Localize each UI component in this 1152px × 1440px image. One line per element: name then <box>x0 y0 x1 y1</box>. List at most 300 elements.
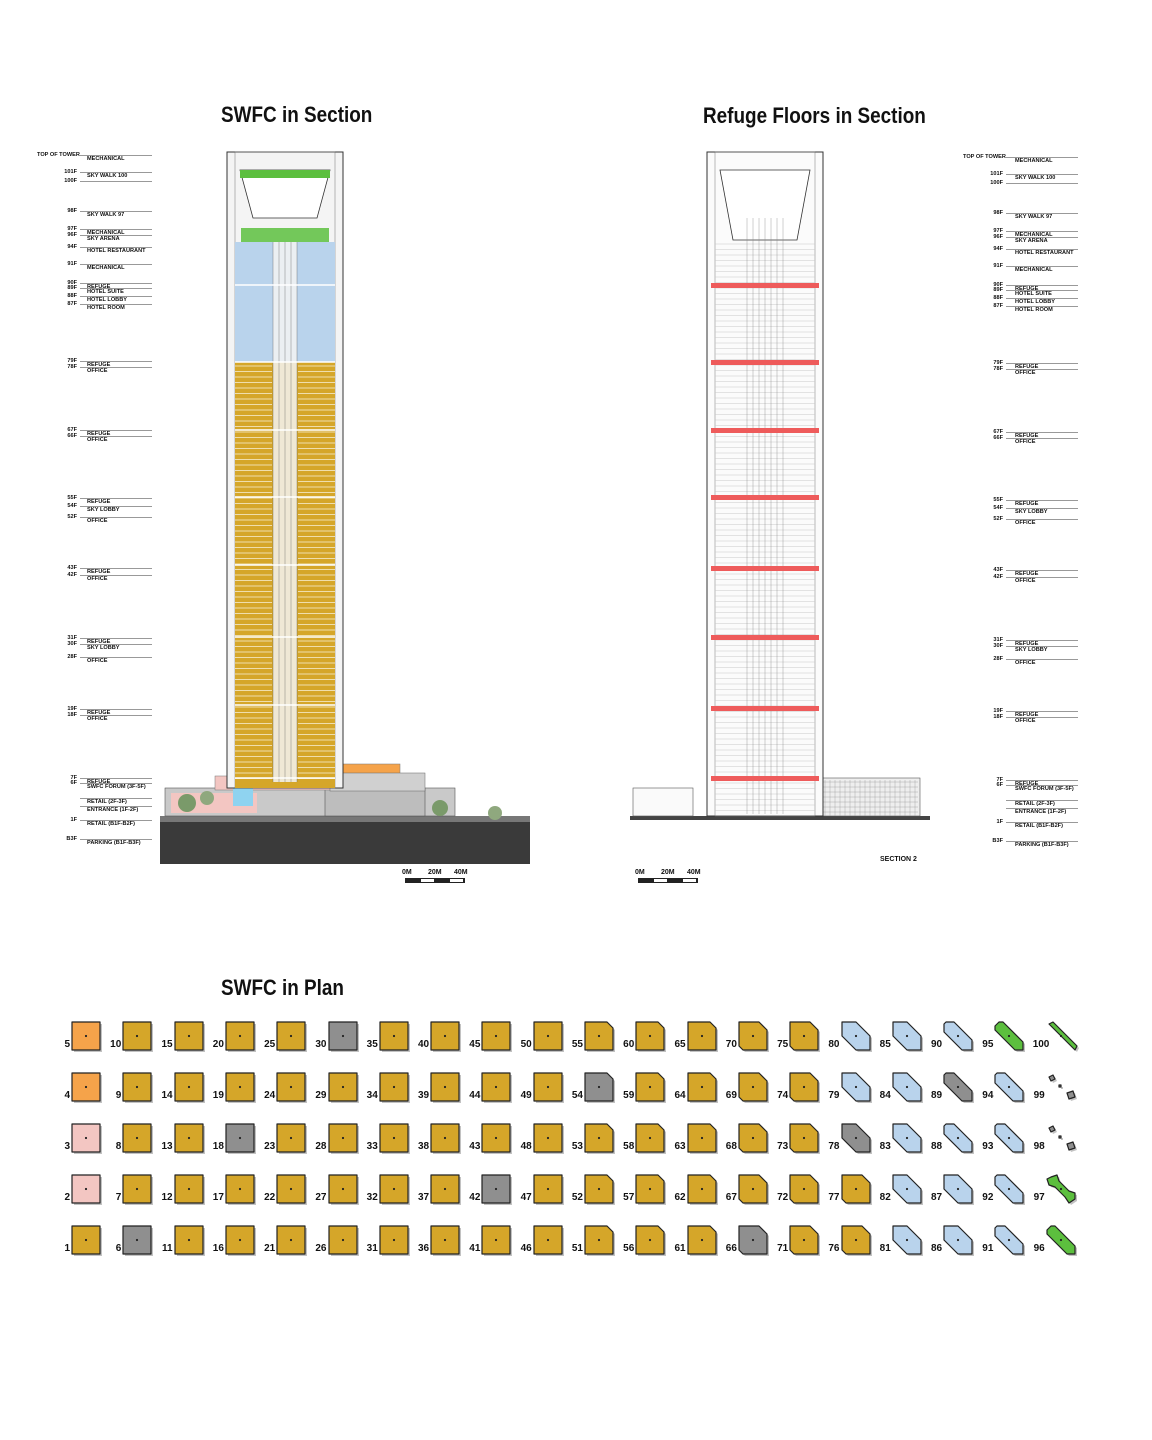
floor-function: HOTEL ROOM <box>1015 307 1053 313</box>
floor-plan-number: 90 <box>930 1039 943 1050</box>
floor-plan-28 <box>315 1120 365 1162</box>
floor-plan-shape <box>891 1173 925 1207</box>
floor-plan-number: 88 <box>930 1141 943 1152</box>
floor-line <box>1006 285 1078 286</box>
floor-plan-shape <box>993 1224 1027 1258</box>
floor-line <box>1006 369 1078 370</box>
floor-plan-12 <box>161 1171 211 1213</box>
floor-function: SWFC FORUM (3F-5F) <box>1015 786 1074 792</box>
floor-plan-shape <box>121 1224 155 1258</box>
floor-number: 100F <box>990 180 1003 186</box>
floor-plan-shape <box>327 1071 361 1105</box>
floor-plan-number: 49 <box>520 1090 532 1101</box>
floor-plan-98 <box>1033 1120 1083 1162</box>
floor-plan-number: 27 <box>315 1192 327 1203</box>
floor-plan-shape <box>532 1173 566 1207</box>
floor-number: 31F <box>67 635 77 641</box>
floor-function: SWFC FORUM (3F-5F) <box>87 784 146 790</box>
floor-plan-91 <box>981 1222 1031 1264</box>
floor-plan-shape <box>532 1122 566 1156</box>
floor-function: ENTRANCE (1F-2F) <box>87 807 139 813</box>
floor-plan-90 <box>930 1018 980 1060</box>
floor-number: 42F <box>993 574 1003 580</box>
floor-plan-number: 55 <box>571 1039 583 1050</box>
floor-line <box>1006 800 1078 801</box>
floor-plan-shape <box>224 1020 258 1054</box>
floor-plan-number: 31 <box>366 1243 378 1254</box>
scale-20: 20M <box>428 869 442 876</box>
floor-plan-68 <box>725 1120 775 1162</box>
floor-plan-shape <box>275 1071 309 1105</box>
floor-plan-67 <box>725 1171 775 1213</box>
floor-plan-shape <box>583 1122 617 1156</box>
floor-number: 67F <box>67 427 77 433</box>
scale-40: 40M <box>687 869 701 876</box>
floor-line <box>80 506 152 507</box>
floor-number: 18F <box>993 714 1003 720</box>
floor-line <box>80 172 152 173</box>
floor-plan-27 <box>315 1171 365 1213</box>
floor-plan-number: 17 <box>212 1192 224 1203</box>
floor-line <box>1006 213 1078 214</box>
floor-plan-45 <box>468 1018 518 1060</box>
floor-plan-number: 10 <box>110 1039 122 1050</box>
floor-plan-number: 16 <box>212 1243 224 1254</box>
floor-line <box>1006 711 1078 712</box>
floor-function: OFFICE <box>1015 578 1036 584</box>
floor-plan-7 <box>109 1171 159 1213</box>
floor-plan-shape <box>1045 1020 1079 1054</box>
floor-number: 89F <box>67 285 77 291</box>
floor-function: MECHANICAL <box>1015 267 1053 273</box>
floor-line <box>80 288 152 289</box>
floor-plan-shape <box>993 1020 1027 1054</box>
floor-plan-number: 45 <box>469 1039 481 1050</box>
floor-plan-number: 64 <box>674 1090 686 1101</box>
refuge-title: Refuge Floors in Section <box>703 103 926 128</box>
floor-plan-21 <box>263 1222 313 1264</box>
floor-plan-66 <box>725 1222 775 1264</box>
floor-line <box>1006 717 1078 718</box>
floor-function: MECHANICAL <box>1015 232 1053 238</box>
floor-plan-shape <box>173 1020 207 1054</box>
floor-plan-4 <box>58 1069 108 1111</box>
floor-plan-10 <box>109 1018 159 1060</box>
floor-plan-number: 32 <box>366 1192 378 1203</box>
floor-plan-shape <box>173 1071 207 1105</box>
floor-plan-shape <box>788 1020 822 1054</box>
floor-plan-shape <box>840 1071 874 1105</box>
floor-plan-77 <box>828 1171 878 1213</box>
floor-plan-shape <box>429 1071 463 1105</box>
floor-plan-shape <box>686 1020 720 1054</box>
floor-plan-shape <box>70 1173 104 1207</box>
floor-plan-shape <box>121 1122 155 1156</box>
floor-plan-89 <box>930 1069 980 1111</box>
floor-function: RETAIL (B1F-B2F) <box>87 821 135 827</box>
floor-plan-99 <box>1033 1069 1083 1111</box>
floor-plan-72 <box>776 1171 826 1213</box>
floor-plan-shape <box>378 1224 412 1258</box>
floor-line <box>80 638 152 639</box>
floor-plan-shape <box>327 1122 361 1156</box>
floor-plan-shape <box>634 1020 668 1054</box>
floor-plan-shape <box>942 1020 976 1054</box>
floor-plan-11 <box>161 1222 211 1264</box>
floor-plan-15 <box>161 1018 211 1060</box>
floor-plan-18 <box>212 1120 262 1162</box>
floor-plan-number: 22 <box>264 1192 276 1203</box>
floor-plan-shape <box>634 1224 668 1258</box>
floor-plan-number: 24 <box>264 1090 276 1101</box>
floor-plan-number: 73 <box>777 1141 789 1152</box>
floor-number: 55F <box>993 497 1003 503</box>
floor-plan-number: 6 <box>115 1243 122 1254</box>
floor-plan-shape <box>480 1224 514 1258</box>
floor-plan-shape <box>532 1020 566 1054</box>
floor-number: TOP OF TOWER <box>963 154 1006 160</box>
floor-number: 54F <box>993 505 1003 511</box>
floor-plan-40 <box>417 1018 467 1060</box>
floor-plan-shape <box>275 1224 309 1258</box>
floor-number: 67F <box>993 429 1003 435</box>
floor-plan-number: 57 <box>623 1192 635 1203</box>
floor-plan-55 <box>571 1018 621 1060</box>
floor-plan-59 <box>622 1069 672 1111</box>
floor-plan-78 <box>828 1120 878 1162</box>
floor-function: SKY LOBBY <box>1015 647 1048 653</box>
floor-plan-number: 9 <box>115 1090 122 1101</box>
floor-plan-41 <box>468 1222 518 1264</box>
floor-plan-74 <box>776 1069 826 1111</box>
floor-plan-number: 87 <box>930 1192 943 1203</box>
floor-plan-9 <box>109 1069 159 1111</box>
floor-number: 42F <box>67 572 77 578</box>
floor-plan-shape <box>275 1122 309 1156</box>
floor-function: HOTEL LOBBY <box>87 297 127 303</box>
floor-plan-number: 74 <box>777 1090 789 1101</box>
floor-plan-shape <box>942 1224 976 1258</box>
floor-function: REFUGE <box>1015 501 1039 507</box>
floor-plan-shape <box>480 1071 514 1105</box>
floor-plan-6 <box>109 1222 159 1264</box>
floor-plan-number: 91 <box>982 1243 994 1254</box>
floor-line <box>80 820 152 821</box>
floor-plan-number: 92 <box>982 1192 994 1203</box>
floor-plan-shape <box>1045 1173 1079 1207</box>
floor-plan-shape <box>121 1020 155 1054</box>
floor-line <box>1006 640 1078 641</box>
floor-plan-16 <box>212 1222 262 1264</box>
floor-function: REFUGE <box>87 499 111 505</box>
floor-function: SKY WALK 100 <box>1015 175 1056 181</box>
floor-plan-shape <box>840 1173 874 1207</box>
floor-function: REFUGE <box>87 710 111 716</box>
floor-number: 94F <box>67 244 77 250</box>
floor-plan-shape <box>327 1224 361 1258</box>
floor-plan-number: 51 <box>571 1243 583 1254</box>
floor-line <box>1006 508 1078 509</box>
floor-number: 19F <box>993 708 1003 714</box>
floor-plan-85 <box>879 1018 929 1060</box>
floor-plan-87 <box>930 1171 980 1213</box>
floor-plan-shape <box>891 1122 925 1156</box>
floor-plan-number: 53 <box>571 1141 583 1152</box>
floor-plan-83 <box>879 1120 929 1162</box>
floor-line <box>1006 363 1078 364</box>
floor-plan-shape <box>173 1173 207 1207</box>
floor-plan-number: 98 <box>1033 1141 1045 1152</box>
floor-line <box>1006 646 1078 647</box>
floor-function: REFUGE <box>1015 571 1039 577</box>
floor-function: OFFICE <box>87 437 108 443</box>
floor-line <box>80 806 152 807</box>
floor-plan-number: 61 <box>674 1243 686 1254</box>
floor-number: 19F <box>67 706 77 712</box>
floor-plan-number: 83 <box>879 1141 891 1152</box>
floor-number: 101F <box>64 169 77 175</box>
floor-plan-8 <box>109 1120 159 1162</box>
floor-plan-shape <box>480 1122 514 1156</box>
floor-function: OFFICE <box>87 716 108 722</box>
floor-plan-100 <box>1033 1018 1083 1060</box>
floor-plan-60 <box>622 1018 672 1060</box>
floor-number: 79F <box>67 358 77 364</box>
floor-plan-29 <box>315 1069 365 1111</box>
floor-plan-44 <box>468 1069 518 1111</box>
floor-line <box>80 211 152 212</box>
floor-plan-shape <box>891 1020 925 1054</box>
floor-line <box>80 430 152 431</box>
floor-plan-38 <box>417 1120 467 1162</box>
floor-plan-shape <box>788 1122 822 1156</box>
floor-plan-shape <box>634 1071 668 1105</box>
floor-number: 96F <box>67 232 77 238</box>
floor-function: OFFICE <box>1015 439 1036 445</box>
floor-function: HOTEL RESTAURANT <box>1015 250 1074 256</box>
floor-function: SKY ARENA <box>1015 238 1048 244</box>
floor-plan-number: 2 <box>64 1192 70 1203</box>
floor-number: 94F <box>993 246 1003 252</box>
floor-plan-shape <box>1045 1224 1079 1258</box>
floor-plan-number: 95 <box>982 1039 994 1050</box>
floor-plan-62 <box>674 1171 724 1213</box>
floor-number: 1F <box>996 819 1003 825</box>
floor-plan-number: 62 <box>674 1192 686 1203</box>
floor-plan-76 <box>828 1222 878 1264</box>
floor-plan-number: 76 <box>828 1243 840 1254</box>
floor-plan-number: 75 <box>777 1039 789 1050</box>
floor-plan-number: 19 <box>212 1090 224 1101</box>
floor-plan-number: 71 <box>777 1243 789 1254</box>
floor-plan-shape <box>480 1173 514 1207</box>
floor-function: SKY ARENA <box>87 236 120 242</box>
floor-plan-shape <box>891 1224 925 1258</box>
floor-function: OFFICE <box>1015 660 1036 666</box>
floor-number: 18F <box>67 712 77 718</box>
floor-plan-shape <box>378 1020 412 1054</box>
floor-number: 28F <box>993 656 1003 662</box>
floor-line <box>1006 780 1078 781</box>
floor-number: 1F <box>70 817 77 823</box>
floor-plan-shape <box>686 1071 720 1105</box>
floor-line <box>80 361 152 362</box>
floor-function: OFFICE <box>1015 718 1036 724</box>
floor-plan-number: 48 <box>520 1141 532 1152</box>
floor-plan-shape <box>480 1020 514 1054</box>
floor-function: PARKING (B1F-B3F) <box>87 840 141 846</box>
floor-plan-number: 26 <box>315 1243 327 1254</box>
floor-line <box>80 283 152 284</box>
floor-number: 31F <box>993 637 1003 643</box>
floor-plan-51 <box>571 1222 621 1264</box>
floor-plan-25 <box>263 1018 313 1060</box>
floor-plan-46 <box>520 1222 570 1264</box>
floor-plan-93 <box>981 1120 1031 1162</box>
floor-number: 97F <box>67 226 77 232</box>
floor-line <box>1006 306 1078 307</box>
floor-number: 78F <box>67 364 77 370</box>
floor-plan-shape <box>788 1071 822 1105</box>
floor-plan-number: 100 <box>1032 1039 1050 1050</box>
floor-number: 97F <box>993 228 1003 234</box>
tower-section-refuge <box>625 148 945 848</box>
floor-plan-shape <box>583 1071 617 1105</box>
floor-plan-shape <box>737 1020 771 1054</box>
floor-line <box>80 367 152 368</box>
floor-plan-number: 63 <box>674 1141 686 1152</box>
floor-plan-63 <box>674 1120 724 1162</box>
floor-line <box>80 778 152 779</box>
floor-number: B3F <box>992 838 1003 844</box>
floor-plan-94 <box>981 1069 1031 1111</box>
floor-plan-number: 59 <box>623 1090 635 1101</box>
floor-line <box>80 229 152 230</box>
floor-function: MECHANICAL <box>1015 158 1053 164</box>
floor-plan-1 <box>58 1222 108 1264</box>
floor-line <box>80 517 152 518</box>
floor-plan-number: 14 <box>161 1090 173 1101</box>
floor-plan-shape <box>1045 1071 1079 1105</box>
floor-plan-shape <box>788 1224 822 1258</box>
floor-plan-number: 60 <box>623 1039 635 1050</box>
tower-section-colored <box>155 148 535 868</box>
floor-plan-number: 29 <box>315 1090 327 1101</box>
floor-number: 101F <box>990 171 1003 177</box>
scale-40: 40M <box>454 869 468 876</box>
floor-plan-14 <box>161 1069 211 1111</box>
floor-plan-grid <box>58 1018 1098 1268</box>
floor-plan-53 <box>571 1120 621 1162</box>
floor-plan-75 <box>776 1018 826 1060</box>
floor-plan-50 <box>520 1018 570 1060</box>
floor-plan-30 <box>315 1018 365 1060</box>
floor-plan-number: 13 <box>161 1141 173 1152</box>
floor-plan-shape <box>788 1173 822 1207</box>
floor-plan-35 <box>366 1018 416 1060</box>
floor-plan-shape <box>737 1224 771 1258</box>
floor-plan-5 <box>58 1018 108 1060</box>
floor-number: 43F <box>993 567 1003 573</box>
floor-function: REFUGE <box>87 431 111 437</box>
floor-plan-shape <box>942 1071 976 1105</box>
floor-plan-shape <box>173 1224 207 1258</box>
floor-plan-number: 21 <box>264 1243 276 1254</box>
floor-line <box>1006 438 1078 439</box>
floor-function: MECHANICAL <box>87 265 125 271</box>
floor-line <box>1006 808 1078 809</box>
floor-line <box>80 798 152 799</box>
floor-plan-number: 1 <box>64 1243 70 1254</box>
floor-plan-shape <box>993 1122 1027 1156</box>
floor-line <box>80 783 152 784</box>
floor-function: SKY LOBBY <box>87 507 120 513</box>
floor-plan-84 <box>879 1069 929 1111</box>
floor-plan-shape <box>686 1173 720 1207</box>
floor-function: REFUGE <box>87 569 111 575</box>
floor-line <box>1006 841 1078 842</box>
floor-function: OFFICE <box>87 658 108 664</box>
floor-line <box>80 715 152 716</box>
floor-number: 87F <box>67 301 77 307</box>
floor-plan-number: 97 <box>1033 1192 1045 1203</box>
floor-plan-42 <box>468 1171 518 1213</box>
floor-plan-shape <box>224 1071 258 1105</box>
floor-number: 79F <box>993 360 1003 366</box>
floor-plan-shape <box>583 1173 617 1207</box>
floor-function: SKY WALK 97 <box>87 212 125 218</box>
floor-plan-31 <box>366 1222 416 1264</box>
floor-function: OFFICE <box>1015 370 1036 376</box>
floor-line <box>80 839 152 840</box>
floor-line <box>1006 174 1078 175</box>
floor-number: 96F <box>993 234 1003 240</box>
floor-plan-number: 69 <box>725 1090 737 1101</box>
floor-plan-61 <box>674 1222 724 1264</box>
floor-plan-13 <box>161 1120 211 1162</box>
floor-function: REFUGE <box>1015 286 1039 292</box>
floor-plan-54 <box>571 1069 621 1111</box>
floor-plan-79 <box>828 1069 878 1111</box>
floor-line <box>1006 432 1078 433</box>
floor-plan-71 <box>776 1222 826 1264</box>
floor-plan-number: 65 <box>674 1039 686 1050</box>
floor-plan-shape <box>327 1173 361 1207</box>
scale-0: 0M <box>402 869 412 876</box>
floor-plan-shape <box>429 1173 463 1207</box>
floor-function: SKY LOBBY <box>1015 509 1048 515</box>
floor-plan-number: 67 <box>725 1192 737 1203</box>
floor-line <box>80 247 152 248</box>
floor-plan-number: 56 <box>623 1243 635 1254</box>
floor-plan-24 <box>263 1069 313 1111</box>
floor-plan-number: 33 <box>366 1141 378 1152</box>
floor-function: REFUGE <box>1015 364 1039 370</box>
floor-plan-number: 7 <box>115 1192 122 1203</box>
floor-number: 55F <box>67 495 77 501</box>
floor-plan-number: 12 <box>161 1192 173 1203</box>
floor-function: PARKING (B1F-B3F) <box>1015 842 1069 848</box>
floor-function: MECHANICAL <box>87 230 125 236</box>
floor-plan-70 <box>725 1018 775 1060</box>
floor-function: ENTRANCE (1F-2F) <box>1015 809 1067 815</box>
floor-plan-86 <box>930 1222 980 1264</box>
floor-plan-number: 78 <box>828 1141 840 1152</box>
floor-number: 66F <box>993 435 1003 441</box>
floor-line <box>80 155 152 156</box>
floor-plan-number: 80 <box>828 1039 840 1050</box>
floor-number: 52F <box>67 514 77 520</box>
